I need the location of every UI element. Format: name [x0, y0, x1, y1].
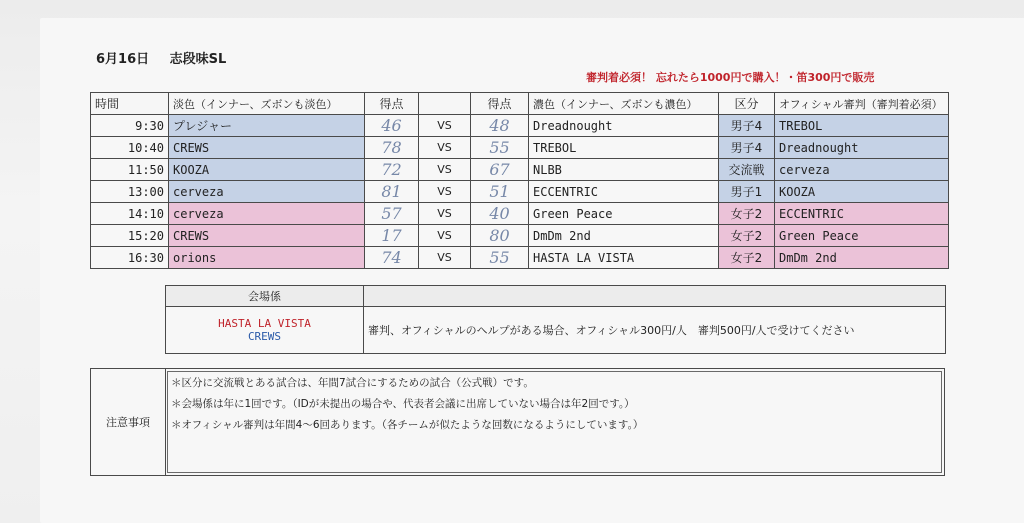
light-score: 17	[365, 225, 419, 247]
light-team: CREWS	[169, 225, 365, 247]
dark-score: 80	[471, 225, 529, 247]
venue-teams-cell	[166, 307, 364, 354]
schedule-body	[91, 115, 949, 269]
header-division: 区分	[719, 93, 775, 115]
vs-label: VS	[419, 181, 471, 203]
header-light-team: 淡色（インナー、ズボンも淡色）	[169, 93, 365, 115]
schedule-row	[91, 159, 949, 181]
schedule-table	[90, 92, 949, 269]
division: 男子4	[719, 115, 775, 137]
header-vs-blank	[419, 93, 471, 115]
dark-score: 40	[471, 203, 529, 225]
vs-label: VS	[419, 137, 471, 159]
light-score: 46	[365, 115, 419, 137]
venue-team-2: CREWS	[247, 330, 282, 343]
dark-team: HASTA LA VISTA	[529, 247, 719, 269]
match-time: 11:50	[91, 159, 169, 181]
note-item: ＊会場係は年に1回です。（IDが未提出の場合や、代表者会議に出席していない場合は年2回です。）	[171, 398, 635, 410]
referee-team: DmDm 2nd	[775, 247, 949, 269]
match-time: 10:40	[91, 137, 169, 159]
page-title	[96, 48, 242, 67]
referee-team: Dreadnought	[775, 137, 949, 159]
header-score-light: 得点	[365, 93, 419, 115]
notes-list	[171, 373, 643, 436]
division: 女子2	[719, 225, 775, 247]
division: 交流戦	[719, 159, 775, 181]
notes-box	[90, 368, 945, 476]
match-time: 15:20	[91, 225, 169, 247]
division: 男子4	[719, 137, 775, 159]
header-dark-team: 濃色（インナー、ズボンも濃色）	[529, 93, 719, 115]
venue-table	[165, 285, 946, 354]
match-time: 9:30	[91, 115, 169, 137]
match-time: 13:00	[91, 181, 169, 203]
vs-label: VS	[419, 203, 471, 225]
schedule-row	[91, 225, 949, 247]
light-team: KOOZA	[169, 159, 365, 181]
schedule-row	[91, 137, 949, 159]
division: 女子2	[719, 247, 775, 269]
note-item: ＊区分に交流戦とある試合は、年間7試合にするための試合（公式戦）です。	[171, 377, 534, 389]
light-team: cerveza	[169, 181, 365, 203]
dark-score: 48	[471, 115, 529, 137]
referee-team: ECCENTRIC	[775, 203, 949, 225]
vs-label: VS	[419, 159, 471, 181]
dark-team: DmDm 2nd	[529, 225, 719, 247]
dark-score: 55	[471, 137, 529, 159]
schedule-row	[91, 181, 949, 203]
light-score: 74	[365, 247, 419, 269]
note-item: ＊オフィシャル審判は年間4～6回あります。（各チームが似たような回数になるようにしています。）	[171, 419, 644, 431]
light-score: 78	[365, 137, 419, 159]
schedule-header-row	[91, 93, 949, 115]
light-team: プレジャー	[169, 115, 365, 137]
vs-label: VS	[419, 115, 471, 137]
dark-team: Green Peace	[529, 203, 719, 225]
light-score: 72	[365, 159, 419, 181]
dark-team: Dreadnought	[529, 115, 719, 137]
division: 女子2	[719, 203, 775, 225]
light-score: 81	[365, 181, 419, 203]
venue-header-blank	[364, 286, 946, 307]
dark-team: NLBB	[529, 159, 719, 181]
header-referee: オフィシャル審判（審判着必須）	[775, 93, 949, 115]
match-time: 14:10	[91, 203, 169, 225]
match-time: 16:30	[91, 247, 169, 269]
header-time: 時間	[91, 93, 169, 115]
event-date: 6月16日	[96, 52, 150, 67]
venue-label: 会場係	[166, 286, 364, 307]
schedule-row	[91, 203, 949, 225]
venue-team-1: HASTA LA VISTA	[218, 317, 311, 330]
header-score-dark: 得点	[471, 93, 529, 115]
dark-score: 51	[471, 181, 529, 203]
referee-team: Green Peace	[775, 225, 949, 247]
division: 男子1	[719, 181, 775, 203]
dark-team: TREBOL	[529, 137, 719, 159]
vs-label: VS	[419, 247, 471, 269]
light-team: orions	[169, 247, 365, 269]
referee-notice: 審判着必須！ 忘れたら1000円で購入！・笛300円で販売	[586, 71, 875, 84]
light-score: 57	[365, 203, 419, 225]
light-team: CREWS	[169, 137, 365, 159]
light-team: cerveza	[169, 203, 365, 225]
dark-score: 55	[471, 247, 529, 269]
venue-instructions: 審判、オフィシャルのヘルプがある場合、オフィシャル300円/人 審判500円/人で受けてください	[364, 307, 946, 354]
vs-label: VS	[419, 225, 471, 247]
referee-team: KOOZA	[775, 181, 949, 203]
notes-label: 注意事項	[91, 369, 166, 475]
referee-team: TREBOL	[775, 115, 949, 137]
dark-score: 67	[471, 159, 529, 181]
dark-team: ECCENTRIC	[529, 181, 719, 203]
schedule-row	[91, 115, 949, 137]
referee-team: cerveza	[775, 159, 949, 181]
schedule-row	[91, 247, 949, 269]
league-name: 志段味SL	[169, 52, 227, 67]
